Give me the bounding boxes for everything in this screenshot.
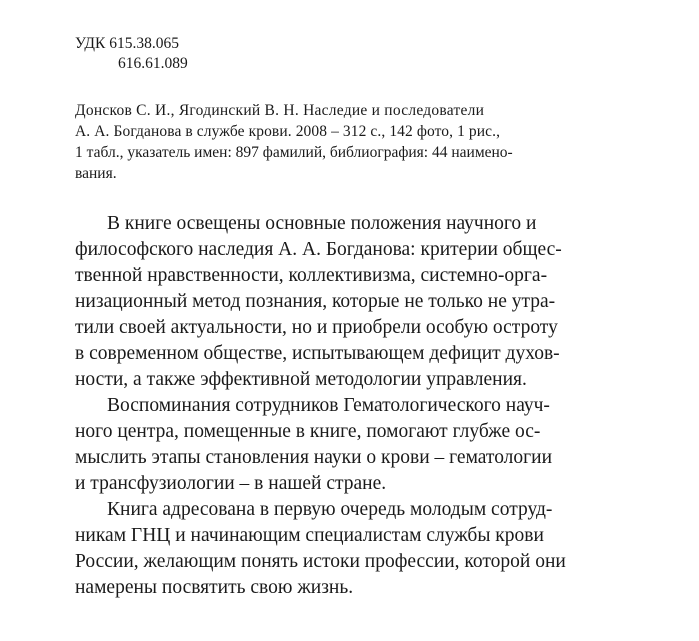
annotation-paragraph-2 bbox=[75, 393, 635, 497]
biblio-line: 1 табл., указатель имен: 897 фамилий, библиография: 44 наимено- bbox=[75, 144, 513, 161]
udk-classification bbox=[75, 34, 188, 74]
annotation-line: Книга адресована в первую очередь молодым сотруд- bbox=[107, 499, 553, 520]
bibliographic-record bbox=[75, 100, 635, 184]
annotation-line: твенной нравственности, коллективизма, системно-орга- bbox=[75, 265, 548, 286]
biblio-line: вания. bbox=[75, 165, 117, 182]
annotation-paragraph-1 bbox=[75, 211, 635, 393]
annotation-line: и трансфузиологии – в нашей стране. bbox=[75, 473, 387, 494]
annotation-line: Воспоминания сотрудников Гематологического науч- bbox=[107, 395, 550, 416]
annotation-line: ного центра, помещенные в книге, помогают глубже ос- bbox=[75, 421, 541, 442]
annotation-line: России, желающим понять истоки профессии, которой они bbox=[75, 551, 566, 572]
annotation-line: намерены посвятить свою жизнь. bbox=[75, 577, 354, 598]
annotation-line: низационный метод познания, которые не только не утра- bbox=[75, 291, 556, 312]
udk-line-2: 616.61.089 bbox=[118, 55, 188, 72]
annotation-line: философского наследия А. А. Богданова: критерии общес- bbox=[75, 239, 562, 260]
biblio-line: А. А. Богданова в службе крови. 2008 – 312 с., 142 фото, 1 рис., bbox=[75, 123, 501, 140]
annotation-line: в современном обществе, испытывающем дефицит духов- bbox=[75, 343, 560, 364]
udk-line-1: УДК 615.38.065 bbox=[75, 35, 179, 52]
annotation-line: ности, а также эффективной методологии управления. bbox=[75, 369, 527, 390]
annotation-line: тили своей актуальности, но и приобрели особую остроту bbox=[75, 317, 558, 338]
annotation-paragraph-3 bbox=[75, 497, 635, 601]
annotation-line: мыслить этапы становления науки о крови – гематологии bbox=[75, 447, 553, 468]
annotation-text bbox=[75, 211, 635, 601]
annotation-line: никам ГНЦ и начинающим специалистам службы крови bbox=[75, 525, 544, 546]
biblio-line: Донсков С. И., Ягодинский В. Н. Наследие и последователи bbox=[75, 102, 485, 119]
annotation-line: В книге освещены основные положения научного и bbox=[107, 213, 537, 234]
